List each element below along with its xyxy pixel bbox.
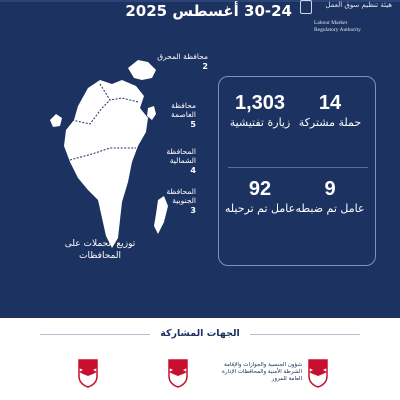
lmra-logo-en-line1: Labour Market <box>314 20 348 26</box>
governorate-campaign-count: 3 <box>190 206 196 215</box>
stat-label: زيارة تفتيشية <box>229 116 291 129</box>
lmra-logo <box>300 0 392 42</box>
governorate-name: محافظة العاصمة <box>171 101 196 119</box>
stat-label: عامل تم ترحيله <box>224 202 296 215</box>
stat-value: 14 <box>318 92 342 114</box>
stats-divider <box>228 167 368 168</box>
map-caption: توزيع الحملات على المحافظات <box>64 239 136 261</box>
lmra-logo-arabic: هيئة تنظيم سوق العمل <box>325 1 392 9</box>
governorate-name: المحافظة الشمالية <box>166 147 196 165</box>
governorate-campaign-count: 4 <box>190 166 196 175</box>
governorate-capital <box>148 101 196 129</box>
governorate-southern <box>148 187 196 215</box>
stat-label: عامل تم ضبطه <box>295 202 365 215</box>
seal-emblem-icon <box>306 358 330 388</box>
stat-value: 9 <box>324 178 336 200</box>
seal-emblem-icon <box>166 358 190 388</box>
governorate-campaign-count: 2 <box>202 62 208 71</box>
stat-value: 1,303 <box>234 92 286 114</box>
governorate-northern <box>148 147 196 175</box>
partner-name: شؤون الجنسية والجوازات والإقامة الشرطة الأمنية والمحافظات الإدارة العامة للمرور <box>221 362 302 382</box>
stat-joint-campaigns <box>290 92 370 129</box>
stat-workers-arrested <box>290 178 370 215</box>
governorate-campaign-count: 5 <box>190 120 196 129</box>
lmra-emblem-icon <box>300 0 312 14</box>
lmra-logo-en-line2: Regulatory Authority <box>314 27 361 33</box>
bahrain-main-island <box>64 80 148 248</box>
stat-label: حملة مشتركة <box>298 116 362 129</box>
campaign-date: 30-24 أغسطس 2025 <box>125 2 292 20</box>
governorate-name: المحافظة الجنوبية <box>166 187 196 205</box>
seal-emblem-icon <box>76 358 100 388</box>
stat-value: 92 <box>248 178 272 200</box>
lmra-logo-english <box>314 20 392 34</box>
stat-workers-deported <box>220 178 300 215</box>
title-divider-right <box>250 334 360 335</box>
governorate-muharraq <box>148 52 208 71</box>
participants-title: الجهات المشاركة <box>160 328 240 339</box>
participants-section <box>0 318 400 400</box>
umm-nasan-island <box>50 114 62 127</box>
stat-inspection-visits <box>220 92 300 129</box>
governorate-name: محافظة المحرق <box>157 52 208 61</box>
